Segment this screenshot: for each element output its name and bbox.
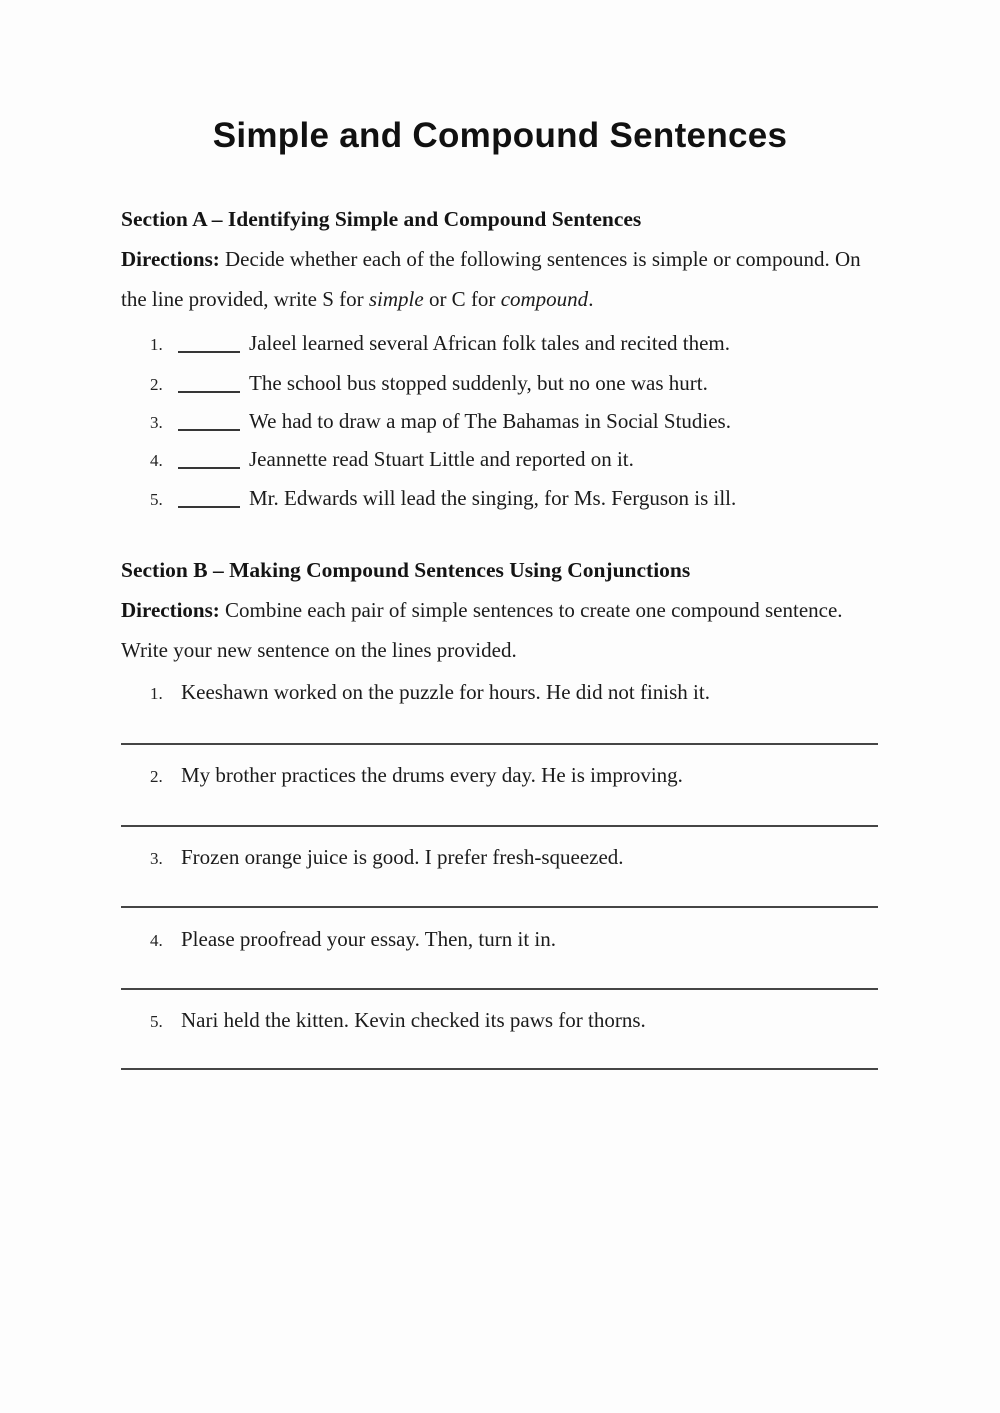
section-b-question-2 bbox=[121, 760, 683, 792]
question-text: Jaleel learned several African folk tales and recited them. bbox=[249, 331, 731, 355]
question-text: Nari held the kitten. Kevin checked its paws for thorns. bbox=[181, 1008, 646, 1032]
question-number: 4. bbox=[150, 931, 163, 950]
question-text: Keeshawn worked on the puzzle for hours. He did not finish it. bbox=[181, 680, 710, 704]
section-b-heading: Section B – Making Compound Sentences Using Conjunctions bbox=[121, 558, 691, 582]
answer-blank[interactable] bbox=[178, 425, 240, 431]
section-a-directions-text: or C for bbox=[423, 286, 501, 311]
section-a-directions-text: . bbox=[588, 286, 594, 311]
writing-line[interactable] bbox=[121, 1068, 878, 1070]
answer-blank[interactable] bbox=[178, 463, 240, 469]
answer-blank[interactable] bbox=[178, 387, 240, 393]
question-number: 3. bbox=[150, 413, 163, 432]
section-a-directions-text: Decide whether each of the following sentences is simple or compound. On the line provided, write S for bbox=[121, 247, 861, 311]
section-a-directions-italic-compound: compound bbox=[500, 286, 589, 311]
section-b-question-5 bbox=[121, 1005, 646, 1037]
section-b-directions-text: Combine each pair of simple sentences to create one compound sentence. Write your new sentence on the lines provided. bbox=[121, 598, 843, 662]
section-a-directions bbox=[121, 240, 883, 319]
question-text: My brother practices the drums every day. He is improving. bbox=[181, 763, 683, 787]
writing-line[interactable] bbox=[121, 825, 878, 827]
question-text: Frozen orange juice is good. I prefer fresh-squeezed. bbox=[181, 845, 624, 869]
question-text: Mr. Edwards will lead the singing, for Ms. Ferguson is ill. bbox=[249, 486, 737, 510]
section-a-directions-label: Directions: bbox=[121, 247, 220, 271]
section-a-question-4 bbox=[121, 444, 634, 476]
question-number: 5. bbox=[150, 1012, 163, 1031]
section-b-question-3 bbox=[121, 842, 624, 874]
section-a-question-2 bbox=[121, 368, 708, 400]
section-b-directions bbox=[121, 591, 883, 670]
section-b-question-1 bbox=[121, 677, 710, 709]
question-text: Please proofread your essay. Then, turn it in. bbox=[181, 927, 556, 951]
question-number: 2. bbox=[150, 767, 163, 786]
section-b-question-4 bbox=[121, 924, 556, 956]
question-text: The school bus stopped suddenly, but no one was hurt. bbox=[249, 371, 708, 395]
writing-line[interactable] bbox=[121, 906, 878, 908]
section-a-heading: Section A – Identifying Simple and Compound Sentences bbox=[121, 207, 642, 231]
question-number: 4. bbox=[150, 451, 163, 470]
question-text: We had to draw a map of The Bahamas in Social Studies. bbox=[249, 409, 731, 433]
section-a-directions-italic-simple: simple bbox=[368, 286, 424, 311]
section-a-question-5 bbox=[121, 483, 736, 515]
section-b-directions-label: Directions: bbox=[121, 598, 220, 622]
question-number: 5. bbox=[150, 490, 163, 509]
worksheet-title: Simple and Compound Sentences bbox=[212, 116, 788, 155]
question-number: 2. bbox=[150, 375, 163, 394]
writing-line[interactable] bbox=[121, 988, 878, 990]
writing-line[interactable] bbox=[121, 743, 878, 745]
section-a-question-1 bbox=[121, 328, 730, 360]
section-a-question-3 bbox=[121, 406, 731, 438]
question-number: 3. bbox=[150, 849, 163, 868]
question-number: 1. bbox=[150, 335, 163, 354]
answer-blank[interactable] bbox=[178, 502, 240, 508]
question-text: Jeannette read Stuart Little and reported on it. bbox=[249, 447, 634, 471]
question-number: 1. bbox=[150, 684, 163, 703]
answer-blank[interactable] bbox=[178, 347, 240, 353]
